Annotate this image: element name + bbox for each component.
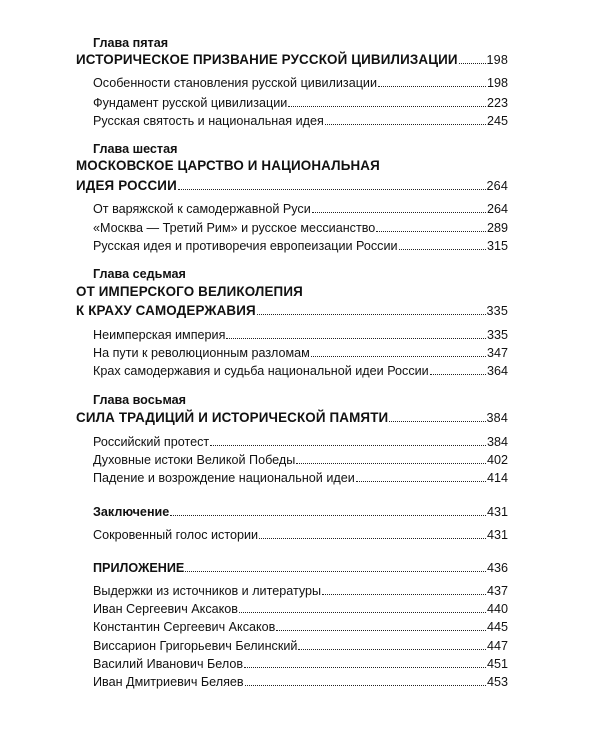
dot-leader	[257, 314, 486, 315]
toc-section-entry[interactable]	[93, 328, 508, 342]
chapter-8-title: СИЛА ТРАДИЦИЙ И ИСТОРИЧЕСКОЙ ПАМЯТИ	[76, 410, 389, 425]
dot-leader	[311, 356, 486, 357]
toc-section-entry[interactable]	[93, 675, 508, 689]
dot-leader	[170, 515, 486, 516]
dot-leader	[430, 374, 486, 375]
chapter-6-title-entry[interactable]	[76, 178, 508, 194]
conclusion-title: Заключение	[93, 505, 170, 519]
toc-section-entry[interactable]	[93, 602, 508, 616]
section-page: 453	[486, 675, 508, 689]
section-title: На пути к революционным разломам	[93, 346, 310, 360]
dot-leader	[210, 445, 486, 446]
dot-leader	[239, 612, 486, 613]
toc-section-entry[interactable]	[93, 364, 508, 378]
chapter-8-title-entry[interactable]	[76, 410, 508, 426]
chapter-6-title-line-1: МОСКОВСКОЕ ЦАРСТВО И НАЦИОНАЛЬНАЯ	[76, 158, 380, 173]
chapter-8-page: 384	[486, 411, 508, 425]
section-page: 437	[486, 584, 508, 598]
section-title: Духовные истоки Великой Победы	[93, 453, 296, 467]
section-page: 245	[486, 114, 508, 128]
toc-section-entry[interactable]	[93, 657, 508, 671]
toc-section-entry[interactable]	[93, 471, 508, 485]
appendix-page: 436	[486, 561, 508, 575]
section-page: 289	[486, 221, 508, 235]
appendix-entry[interactable]	[93, 561, 508, 575]
section-title: Иван Сергеевич Аксаков	[93, 602, 238, 616]
toc-section-entry[interactable]	[93, 620, 508, 634]
section-page: 440	[486, 602, 508, 616]
dot-leader	[288, 106, 486, 107]
dot-leader	[322, 594, 486, 595]
chapter-6-title-line-2: ИДЕЯ РОССИИ	[76, 178, 177, 193]
section-title: «Москва — Третий Рим» и русское мессианство	[93, 221, 376, 235]
section-title: Крах самодержавия и судьба национальной идеи России	[93, 364, 429, 378]
chapter-8-label: Глава восьмая	[93, 393, 186, 407]
toc-section-entry[interactable]	[93, 202, 508, 216]
dot-leader	[376, 231, 486, 232]
dot-leader	[185, 571, 486, 572]
dot-leader	[399, 249, 486, 250]
chapter-5-page: 198	[486, 53, 508, 67]
chapter-7-label: Глава седьмая	[93, 267, 186, 281]
dot-leader	[378, 86, 486, 87]
chapter-6-label: Глава шестая	[93, 142, 178, 156]
dot-leader	[389, 421, 485, 422]
section-page: 223	[486, 96, 508, 110]
section-title: Неимперская империя	[93, 328, 226, 342]
section-title: Виссарион Григорьевич Белинский	[93, 639, 298, 653]
section-page: 198	[486, 76, 508, 90]
conclusion-page: 431	[486, 505, 508, 519]
dot-leader	[459, 63, 486, 64]
section-title: Фундамент русской цивилизации	[93, 96, 288, 110]
chapter-7-title-line-1: ОТ ИМПЕРСКОГО ВЕЛИКОЛЕПИЯ	[76, 284, 303, 299]
chapter-5-title: ИСТОРИЧЕСКОЕ ПРИЗВАНИЕ РУССКОЙ ЦИВИЛИЗАЦИИ	[76, 52, 458, 67]
dot-leader	[245, 685, 486, 686]
toc-section-entry[interactable]	[93, 453, 508, 467]
section-title: От варяжской к самодержавной Руси	[93, 202, 311, 216]
section-page: 264	[486, 202, 508, 216]
section-page: 384	[486, 435, 508, 449]
chapter-5-title-entry[interactable]	[76, 52, 508, 68]
chapter-7-page: 335	[486, 304, 508, 318]
section-title: Российский протест	[93, 435, 210, 449]
chapter-6-page: 264	[486, 179, 508, 193]
section-title: Василий Иванович Белов	[93, 657, 244, 671]
dot-leader	[325, 124, 486, 125]
section-page: 315	[486, 239, 508, 253]
section-title: Сокровенный голос истории	[93, 528, 259, 542]
dot-leader	[312, 212, 486, 213]
dot-leader	[276, 630, 486, 631]
appendix-title: ПРИЛОЖЕНИЕ	[93, 561, 185, 575]
section-title: Русская святость и национальная идея	[93, 114, 324, 128]
section-page: 347	[486, 346, 508, 360]
toc-section-entry[interactable]	[93, 239, 508, 253]
dot-leader	[226, 338, 486, 339]
toc-section-entry[interactable]	[93, 528, 508, 542]
toc-section-entry[interactable]	[93, 346, 508, 360]
section-title: Русская идея и противоречия европеизации России	[93, 239, 398, 253]
dot-leader	[178, 189, 486, 190]
section-title: Иван Дмитриевич Беляев	[93, 675, 244, 689]
toc-section-entry[interactable]	[93, 96, 508, 110]
conclusion-entry[interactable]	[93, 505, 508, 519]
dot-leader	[244, 667, 486, 668]
section-page: 414	[486, 471, 508, 485]
section-title: Особенности становления русской цивилизации	[93, 76, 377, 90]
section-page: 451	[486, 657, 508, 671]
dot-leader	[259, 538, 486, 539]
section-title: Константин Сергеевич Аксаков	[93, 620, 276, 634]
section-page: 402	[486, 453, 508, 467]
toc-section-entry[interactable]	[93, 76, 508, 90]
dot-leader	[296, 463, 486, 464]
section-page: 447	[486, 639, 508, 653]
toc-section-entry[interactable]	[93, 435, 508, 449]
toc-section-entry[interactable]	[93, 114, 508, 128]
dot-leader	[356, 481, 486, 482]
toc-section-entry[interactable]	[93, 221, 508, 235]
section-page: 335	[486, 328, 508, 342]
section-page: 445	[486, 620, 508, 634]
section-title: Падение и возрождение национальной идеи	[93, 471, 355, 485]
section-page: 431	[486, 528, 508, 542]
dot-leader	[298, 649, 486, 650]
chapter-5-label: Глава пятая	[93, 36, 169, 50]
section-title: Выдержки из источников и литературы	[93, 584, 322, 598]
toc-section-entry[interactable]	[93, 584, 508, 598]
section-page: 364	[486, 364, 508, 378]
chapter-7-title-entry[interactable]	[76, 303, 508, 319]
chapter-7-title-line-2: К КРАХУ САМОДЕРЖАВИЯ	[76, 303, 256, 318]
toc-section-entry[interactable]	[93, 639, 508, 653]
